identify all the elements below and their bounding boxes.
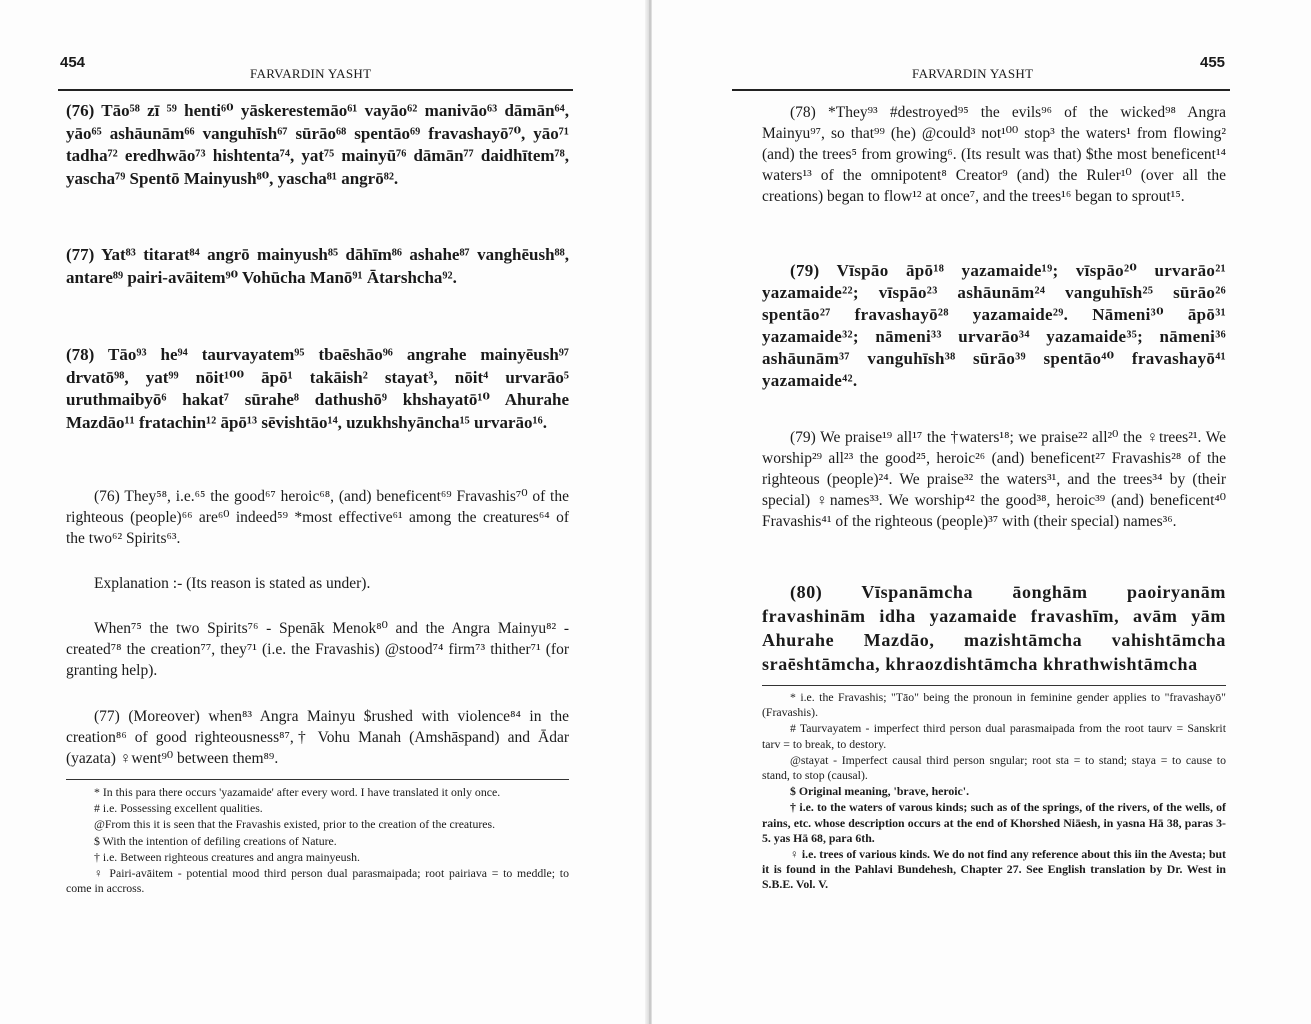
footnote: # Taurvayatem - imperfect third person dual parasmaipada from the root taurv = Sanskrit tarv = to break, to destory. (762, 721, 1226, 751)
header-rule (732, 89, 1230, 91)
footnote: † i.e. Between righteous creatures and angra mainyeush. (94, 849, 360, 864)
right-page (652, 0, 1311, 1024)
explanation: Explanation :- (Its reason is stated as under). (94, 575, 371, 592)
stanza-76-avestan: (76) Tāo⁵⁸ zī ⁵⁹ henti⁶⁰ yāskerestemāo⁶¹ vayāo⁶² manivāo⁶³ dāmān⁶⁴, yāo⁶⁵ ashāunām⁶⁶ vanguhīsh⁶⁷ sūrāo⁶⁸ spentāo⁶⁹ fravashayō⁷⁰, yāo⁷¹ tadha⁷² eredhwāo⁷³ hishtenta⁷⁴, yat⁷⁵ mainyū⁷⁶ dāmān⁷⁷ daidhītem⁷⁸, yascha⁷⁹ Spentō Mainyush⁸⁰, yascha⁸¹ angrō⁸². (66, 101, 569, 188)
page-number: 455 (1200, 54, 1226, 71)
footnotes-left (66, 785, 569, 897)
translation-78: (78) *They⁹³ #destroyed⁹⁵ the evils⁹⁶ of the wicked⁹⁸ Angra Mainyu⁹⁷, so that⁹⁹ (he) @could³ not¹⁰⁰ stop³ the waters¹ from flowing² (and) the trees⁵ from growing⁶. (Its result was that) $the most beneficent¹⁴ waters¹³ of the omnipotent⁸ Creator⁹ (and) the Ruler¹⁰ (over all the creations) began to flow¹² at once⁷, and the trees¹⁶ began to sprout¹⁵. (762, 104, 1226, 205)
running-head: FARVARDIN YASHT (912, 66, 1034, 81)
footnote-rule (762, 685, 1226, 686)
stanza-79-avestan: (79) Vīspāo āpō¹⁸ yazamaide¹⁹; vīspāo²⁰ urvarāo²¹ yazamaide²²; vīspāo²³ ashāunām²⁴ vanguhīsh²⁵ sūrāo²⁶ spentāo²⁷ fravashayō²⁸ yazamaide²⁹. Nāmeni³⁰ āpō³¹ yazamaide³²; nāmeni³³ urvarāo³⁴ yazamaide³⁵; nāmeni³⁶ ashāunām³⁷ vanguhīsh³⁸ sūrāo³⁹ spentāo⁴⁰ fravashayō⁴¹ yazamaide⁴². (762, 261, 1226, 390)
footnote: * In this para there occurs 'yazamaide' after every word. I have translated it only once. (94, 785, 501, 799)
footnote: @stayat - Imperfect causal third person sngular; root sta = to stand; staya = to cause to stand, to stop (causal). (762, 752, 1226, 783)
footnote-rule (66, 779, 569, 780)
footnote: @From this it is seen that the Fravashis existed, prior to the creation of the creatures. (94, 817, 496, 832)
header-rule (58, 89, 573, 91)
footnote: * i.e. the Fravashis; "Tāo" being the pronoun in feminine gender applies to "fravashayō" (Fravashis). (762, 690, 1226, 720)
footnote: $ With the intention of defiling creations of Nature. (94, 833, 337, 848)
translation-77: (77) (Moreover) when⁸³ Angra Mainyu $rushed with violence⁸⁴ in the creation⁸⁶ of good righteousness⁸⁷,† Vohu Manah (Amshāspand) and Ādar (yazata) ♀went⁹⁰ between them⁸⁹. (66, 708, 569, 767)
translation-76: (76) They⁵⁸, i.e.⁶⁵ the good⁶⁷ heroic⁶⁸, (and) beneficent⁶⁹ Fravashis⁷⁰ of the righteous (people)⁶⁶ are⁶⁰ indeed⁵⁹ *most effective⁶¹ among the creatures⁶⁴ of the two⁶² Spirits⁶³. (66, 488, 569, 547)
page-number: 454 (60, 54, 86, 71)
footnote: $ Original meaning, 'brave, heroic'. (790, 784, 970, 799)
translation-79: (79) We praise¹⁹ all¹⁷ the †waters¹⁸; we praise²² all²⁰ the ♀trees²¹. We worship²⁹ all²³ the good²⁵, heroic²⁶ (and) beneficent²⁷ Fravashis²⁸ of the righteous (people)²⁴. We praise³² the waters³¹, and the trees³⁴ by (their special) ♀names³³. We worship⁴² the good³⁸, heroic³⁹ (and) beneficent⁴⁰ Fravashis⁴¹ of the righteous (people)³⁷ with (their special) names³⁶. (762, 429, 1226, 530)
footnote: # i.e. Possessing excellent qualities. (94, 801, 263, 816)
footnote: ♀ i.e. trees of various kinds. We do not find any reference about this iin the Avesta; but it is found in the Pahlavi Bundehesh, Chapter 27. See English translation by Dr. West in S.B.E. Vol. V. (762, 847, 1226, 892)
when-paragraph: When⁷⁵ the two Spirits⁷⁶ - Spenāk Menok⁸⁰ and the Angra Mainyu⁸² - created⁷⁸ the creation⁷⁷, they⁷¹ (i.e. the Fravashis) @stood⁷⁴ firm⁷³ thither⁷¹ (for granting help). (66, 620, 569, 679)
stanza-78-avestan: (78) Tāo⁹³ he⁹⁴ taurvayatem⁹⁵ tbaēshāo⁹⁶ angrahe mainyēush⁹⁷ drvatō⁹⁸, yat⁹⁹ nōit¹⁰⁰ āpō¹ takāish² stayat³, nōit⁴ urvarāo⁵ uruthmaibyō⁶ hakat⁷ sūrahe⁸ dathushō⁹ khshayatō¹⁰ Ahurahe Mazdāo¹¹ fratachin¹² āpō¹³ sēvishtāo¹⁴, uzukhshyāncha¹⁵ urvarāo¹⁶. (66, 345, 569, 432)
stanza-80-avestan: (80) Vīspanāmcha āonghām paoiryanām fravashinām idha yazamaide fravashīm, avām yām Ahurahe Mazdāo, mazishtāmcha vahishtāmcha sraēshtāmcha, khraozdishtāmcha khrathwishtāmcha (762, 582, 1226, 674)
footnote: ♀ Pairi-avāitem - potential mood third person dual parasmaipada; root pairiava = to meddle; to come in accross. (66, 866, 569, 896)
footnote: † i.e. to the waters of varous kinds; such as of the springs, of the rivers, of the wells, of rains, etc. whose description occurs at the end of Khorshed Niāesh, in yasna Hā 38, paras 3-5. yas Hā 68, para 6th. (762, 800, 1226, 845)
running-head: FARVARDIN YASHT (250, 66, 372, 81)
footnotes-right (762, 690, 1226, 894)
left-page (0, 0, 648, 1024)
stanza-77-avestan: (77) Yat⁸³ titarat⁸⁴ angrō mainyush⁸⁵ dāhīm⁸⁶ ashahe⁸⁷ vanghēush⁸⁸, antare⁸⁹ pairi-avāitem⁹⁰ Vohūcha Manō⁹¹ Ātarshcha⁹². (66, 245, 569, 287)
